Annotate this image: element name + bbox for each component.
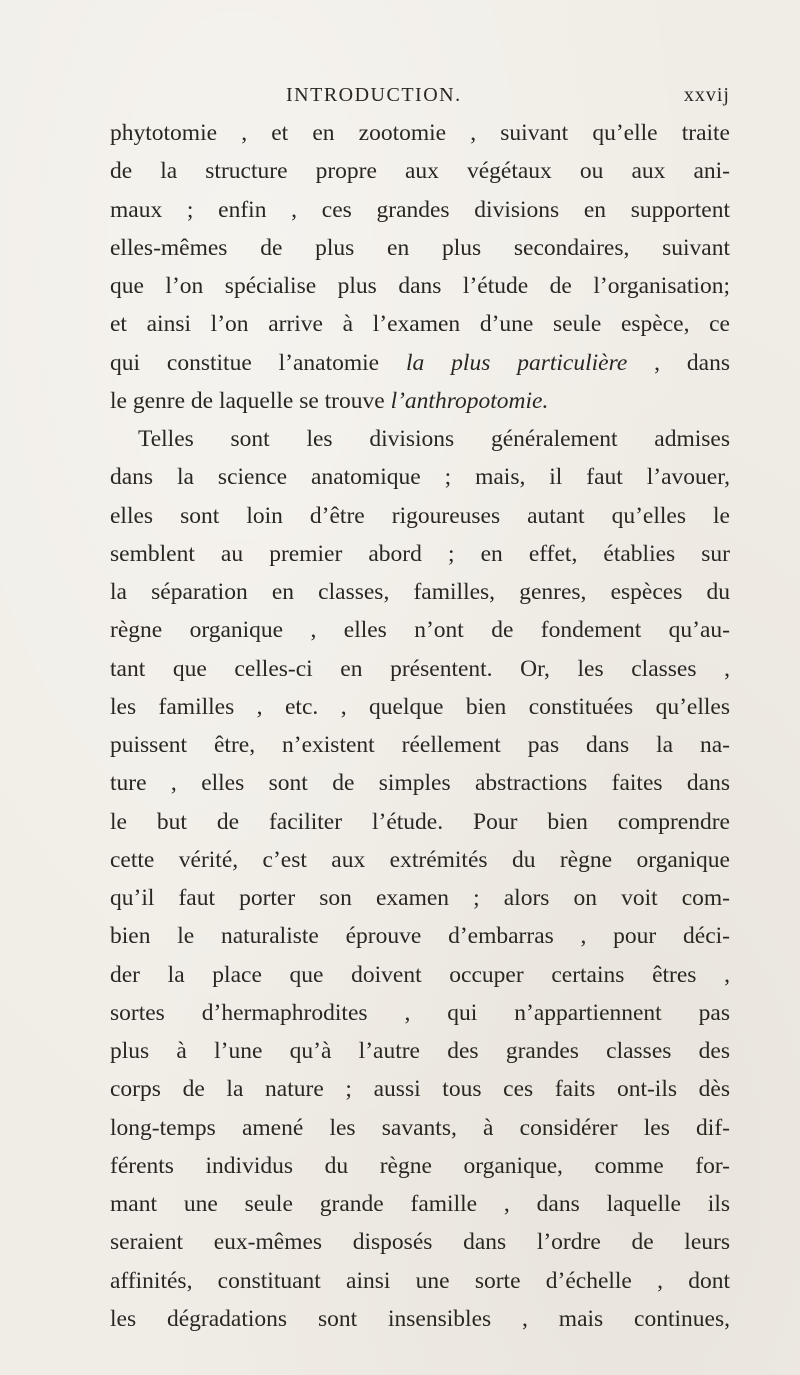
text-line [110,267,730,305]
running-head [110,84,730,114]
text-line [110,1147,730,1185]
text-line [110,879,730,917]
line-text: maux ; enfin , ces grandes divisions en supportent [110,196,730,223]
text-line [110,191,730,229]
line-text: les dégradations sont insensibles , mais continues, [110,1305,730,1332]
text-line [110,229,730,267]
text-line [110,420,730,458]
line-text: puissent être, n’existent réellement pas dans la na- [110,732,730,758]
text-line [110,344,730,382]
line-text: que l’on spécialise plus dans l’étude de l’organisation; [110,273,730,299]
text-line [110,1185,730,1223]
text-line [110,382,730,420]
line-text: ture , elles sont de simples abstractions faites dans [110,770,730,797]
line-text: dans la science anatomique ; mais, il faut l’avouer, [110,464,730,491]
text-line [110,726,730,764]
text-line [110,1109,730,1147]
text-line [110,458,730,496]
line-text: de la structure propre aux végétaux ou aux ani- [110,158,730,185]
text-line [110,305,730,343]
line-text: les familles , etc. , quelque bien constituées qu’elles [110,693,730,720]
line-text: cette vérité, c’est aux extrémités du règne organique [110,846,730,873]
text-line [110,841,730,879]
line-text: qui constitue l’anatomie [110,349,406,376]
text-line [110,114,730,152]
text-line [110,688,730,726]
line-text: phytotomie , et en zootomie , suivant qu’elle traite [110,120,730,146]
text-line [110,1070,730,1108]
italic-text: l’anthropotomie. [390,387,549,414]
text-line [110,1223,730,1261]
line-text: la séparation en classes, familles, genres, espèces du [110,579,730,605]
line-text: affinités, constituant ainsi une sorte d’échelle , dont [110,1267,730,1294]
text-line [110,1032,730,1070]
line-text: sortes d’hermaphrodites , qui n’appartiennent pas [110,999,730,1026]
text-line [110,803,730,841]
line-text: seraient eux-mêmes disposés dans l’ordre de leurs [110,1229,730,1256]
text-line [110,764,730,802]
page-number: xxvij [683,84,730,106]
line-text: mant une seule grande famille , dans laquelle ils [110,1191,730,1217]
line-text: férents individus du règne organique, comme for- [110,1152,730,1179]
line-text: Telles sont les divisions généralement admises [138,426,730,452]
line-text: elles-mêmes de plus en plus secondaires, suivant [110,234,730,261]
line-text: règne organique , elles n’ont de fondement qu’au- [110,617,730,644]
text-line [110,497,730,535]
text-line [110,956,730,994]
text-line [110,535,730,573]
text-line [110,152,730,190]
line-text: corps de la nature ; aussi tous ces faits ont-ils dès [110,1076,730,1103]
line-text: plus à l’une qu’à l’autre des grandes classes des [110,1038,730,1064]
line-text: et ainsi l’on arrive à l’examen d’une seule espèce, ce [110,311,730,338]
text-line [110,917,730,955]
running-head-title: INTRODUCTION. [286,84,462,106]
line-text: elles sont loin d’être rigoureuses autant qu’elles le [110,502,730,529]
text-line [110,1262,730,1300]
line-text: semblent au premier abord ; en effet, établies sur [110,540,730,567]
text-line [110,994,730,1032]
body-text [110,114,730,1338]
line-text: , dans [627,349,731,376]
text-line [110,611,730,649]
text-line [110,573,730,611]
line-text: long-temps amené les savants, à considérer les dif- [110,1114,730,1141]
text-line [110,650,730,688]
text-line [110,1300,730,1338]
line-text: bien le naturaliste éprouve d’embarras , pour déci- [110,923,730,950]
line-text: der la place que doivent occuper certains êtres , [110,961,730,988]
line-text: tant que celles-ci en présentent. Or, les classes , [110,655,730,682]
line-text: qu’il faut porter son examen ; alors on voit com- [110,885,730,911]
line-text: le but de faciliter l’étude. Pour bien comprendre [110,808,730,835]
italic-text: la plus particulière [406,349,628,376]
line-text: le genre de laquelle se trouve [110,387,391,414]
